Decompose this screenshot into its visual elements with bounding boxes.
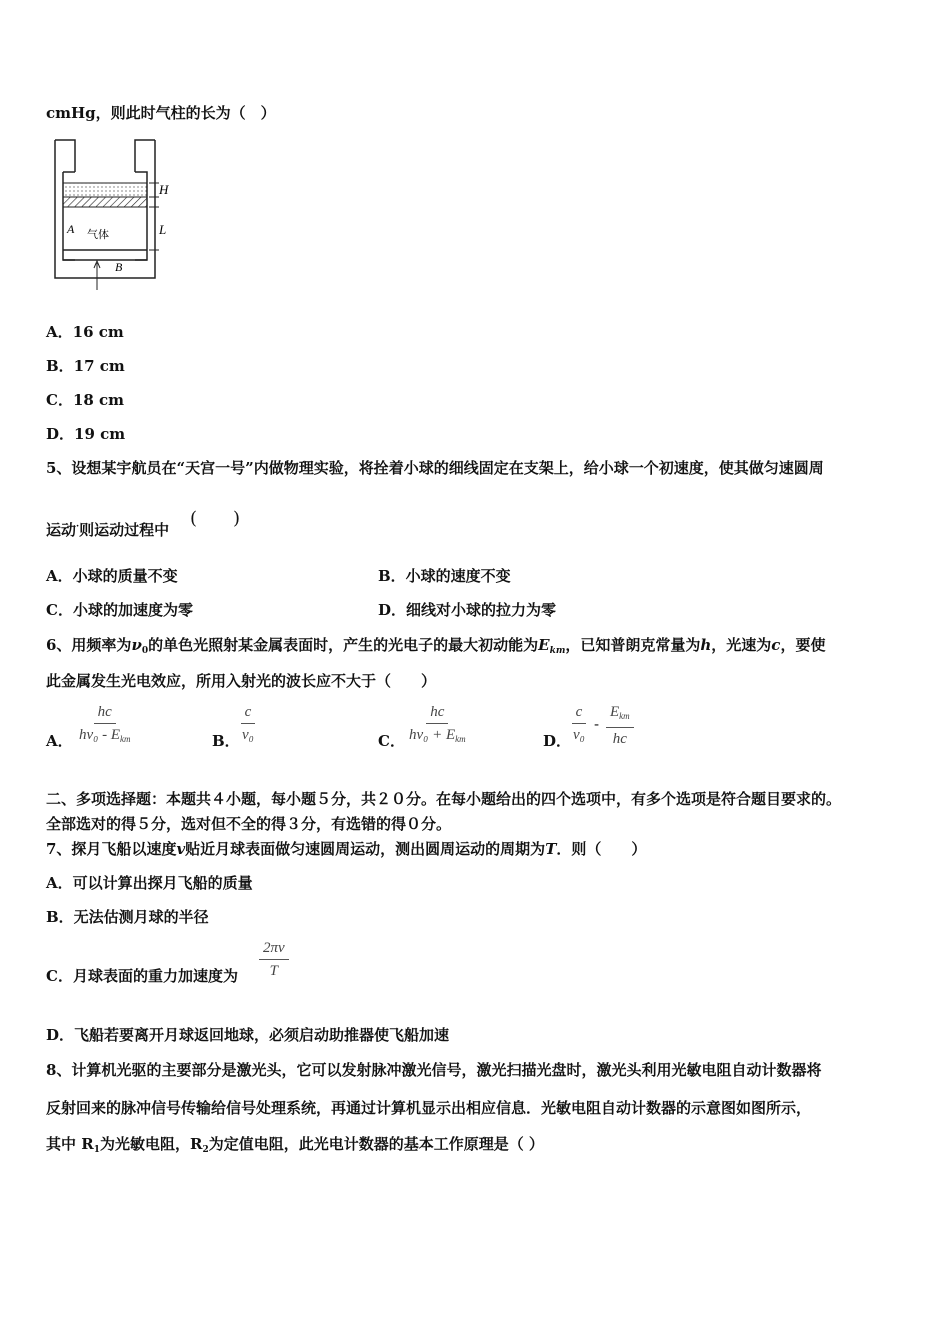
svg-text:气体: 气体 <box>87 228 109 241</box>
q7-stem: 7、探月飞船以速度v贴近月球表面做匀速圆周运动，测出圆周运动的周期为T．则（ ） <box>46 840 647 858</box>
q4-option-c[interactable]: C．18 cm <box>46 391 125 409</box>
q7-option-b[interactable]: B．无法估测月球的半径 <box>46 908 209 926</box>
svg-text:H: H <box>159 182 169 197</box>
section2-line1: 二、多项选择题：本题共４小题，每小题５分，共２０分。在每小题给出的四个选项中，有多个选项是符合题目要求的。 <box>46 790 842 808</box>
q6-option-c[interactable]: C． <box>378 732 405 750</box>
svg-text:A: A <box>67 222 75 236</box>
q7-option-a[interactable]: A．可以计算出探月飞船的质量 <box>46 874 253 892</box>
q6-option-c-fraction: hc $h\nu_0 + E_{km}$ <box>409 704 466 744</box>
q4-option-b[interactable]: B．17 cm <box>46 357 125 375</box>
q6-option-a[interactable]: A． <box>46 732 73 750</box>
q5-option-b[interactable]: B．小球的速度不变 <box>378 567 511 585</box>
q6-option-b[interactable]: B． <box>212 732 240 750</box>
q5-stem-line1: 5、设想某宇航员在“天宫一号”内做物理实验，将拴着小球的细线固定在支架上，给小球一个初速度，使其做匀速圆周 <box>46 459 824 477</box>
q7-option-d[interactable]: D．飞船若要离开月球返回地球，必须启动助推器使飞船加速 <box>46 1026 450 1044</box>
q4-option-d[interactable]: D．19 cm <box>46 425 126 443</box>
svg-text:L: L <box>159 222 167 237</box>
q6-option-d-minus: - <box>594 715 600 733</box>
q5-option-a[interactable]: A．小球的质量不变 <box>46 567 178 585</box>
q4-option-a[interactable]: A．16 cm <box>46 323 124 341</box>
piston-hatched <box>63 197 147 207</box>
q8-line2: 反射回来的脉冲信号传输给信号处理系统，再通过计算机显示出相应信息．光敏电阻自动计数器的示意图如图所示， <box>46 1099 812 1117</box>
q5-option-c[interactable]: C．小球的加速度为零 <box>46 601 193 619</box>
q4-stem-end: cmHg，则此时气柱的长为（ ） <box>46 104 276 122</box>
cylinder-figure <box>45 130 180 295</box>
q5-option-d[interactable]: D．细线对小球的拉力为零 <box>378 601 557 619</box>
q7-option-c[interactable]: C．月球表面的重力加速度为 <box>46 967 238 985</box>
q5-answer-paren: ( ) <box>190 508 241 529</box>
q8-line3: 其中 $R_1$为光敏电阻，$R_2$为定值电阻，此光电计数器的基本工作原理是（ ） <box>46 1135 544 1155</box>
q8-line1: 8、计算机光驱的主要部分是激光头，它可以发射脉冲激光信号，激光扫描光盘时，激光头利用光敏电阻自动计数器将 <box>46 1061 822 1079</box>
q6-option-a-fraction: hc $h\nu_0 - E_{km}$ <box>79 704 131 744</box>
section2-line2: 全部选对的得５分，选对但不全的得３分，有选错的得０分。 <box>46 815 452 833</box>
q5-stem-line2: 运动·则运动过程中 <box>46 521 170 539</box>
q7-option-c-fraction: $\frac{2\pi v}{T}$ <box>259 939 289 980</box>
q6-option-b-fraction: $\frac{c}{\text{ν₀}}$ <box>242 704 254 743</box>
q6-option-d[interactable]: D． <box>543 732 572 750</box>
q6-option-d-fraction1: $\frac{c}{\text{ν₀}}$ <box>573 704 585 743</box>
q6-stem-line2: 此金属发生光电效应，所用入射光的波长应不大于（ ） <box>46 672 437 690</box>
q6-stem-line1: 6、用频率为$\nu_0$的单色光照射某金属表面时，产生的光电子的最大初动能为$E_{km}$，已知普朗克常量为h，光速为c，要使 <box>46 636 826 656</box>
q6-option-d-fraction2: $E_{km}$ hc <box>606 703 634 748</box>
svg-text:B: B <box>115 260 123 274</box>
mercury-column <box>63 183 147 197</box>
